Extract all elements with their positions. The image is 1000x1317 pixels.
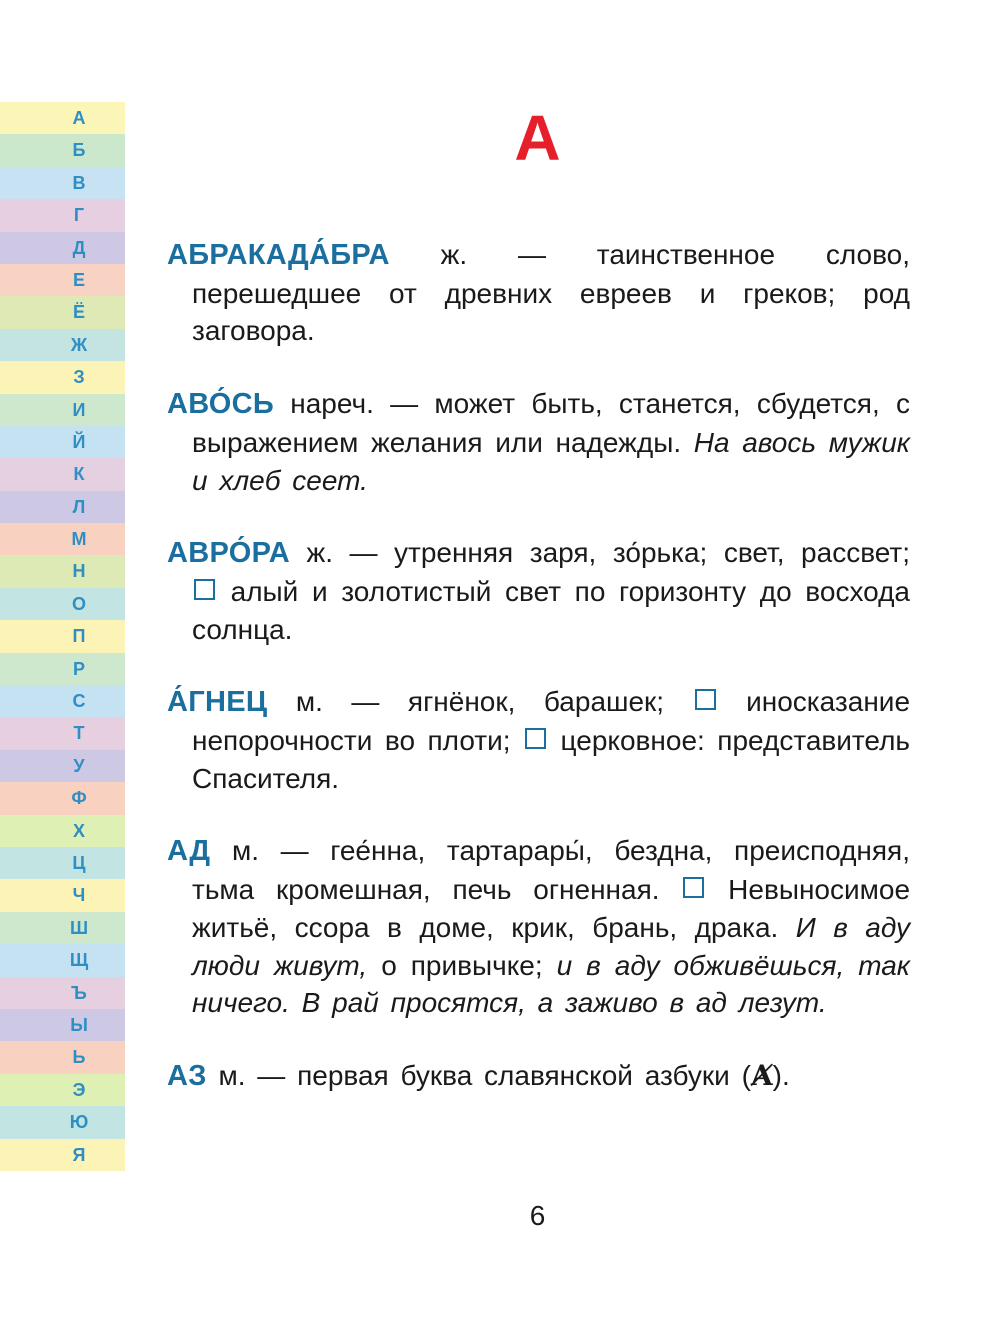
sense-marker-icon — [525, 728, 546, 749]
alphabet-tab[interactable]: Ж — [0, 329, 125, 361]
alphabet-tab[interactable]: П — [0, 620, 125, 652]
entry-az — [167, 1057, 910, 1096]
definition: ). — [772, 1059, 790, 1091]
alphabet-tab[interactable]: Щ — [0, 944, 125, 976]
section-letter: А — [514, 102, 561, 174]
alphabet-tab[interactable]: Т — [0, 717, 125, 749]
sense-marker-icon — [695, 689, 716, 710]
alphabet-tab[interactable]: Д — [0, 232, 125, 264]
alphabet-tab[interactable]: И — [0, 394, 125, 426]
alphabet-tab[interactable]: Ш — [0, 912, 125, 944]
entry-avrora — [167, 534, 910, 648]
headword: АД — [167, 835, 211, 868]
alphabet-tab[interactable]: В — [0, 167, 125, 199]
alphabet-tab[interactable]: Ъ — [0, 977, 125, 1009]
alphabet-tab[interactable]: Х — [0, 815, 125, 847]
sense-marker-icon — [683, 877, 704, 898]
definition: алый и золотистый свет по горизонту до восхода солнца. — [192, 575, 910, 645]
dictionary-entries — [167, 208, 910, 1131]
headword: АБРАКАДА́БРА — [167, 239, 390, 271]
entry-agnets — [167, 683, 910, 797]
old-slavonic-letter: Ⱥ — [750, 1058, 773, 1092]
definition: Невыносимое житьё, ссора в доме, крик, брань, драка. — [192, 874, 911, 943]
alphabet-tab[interactable]: Я — [0, 1139, 125, 1171]
alphabet-tab[interactable]: Ю — [0, 1106, 125, 1138]
example: И в аду люди живут, — [192, 911, 911, 981]
alphabet-index — [0, 102, 125, 1171]
headword: АВРО́РА — [167, 537, 290, 570]
headword: АЗ — [167, 1059, 207, 1092]
alphabet-tab[interactable]: Ё — [0, 296, 125, 328]
alphabet-tab[interactable]: Ч — [0, 879, 125, 911]
example: На авось мужик и хлеб сеет. — [192, 426, 910, 496]
sense-marker-icon — [194, 579, 215, 600]
headword: АВО́СЬ — [167, 388, 275, 421]
definition: нареч. — может быть, станется, сбудется, с выражением желания или надежды. — [192, 388, 910, 458]
headword: А́ГНЕЦ — [167, 686, 268, 719]
definition: иносказание непорочности во плоти; — [192, 686, 911, 757]
alphabet-tab[interactable]: Л — [0, 491, 125, 523]
alphabet-tab[interactable]: Б — [0, 134, 125, 166]
alphabet-tab[interactable]: Э — [0, 1074, 125, 1106]
alphabet-tab[interactable]: К — [0, 458, 125, 490]
alphabet-tab[interactable]: Ы — [0, 1009, 125, 1041]
definition: церковное: представитель Спасителя. — [192, 725, 910, 794]
alphabet-tab[interactable]: О — [0, 588, 125, 620]
example: и в аду обживёшься, так ничего. В рай просятся, а заживо в ад лезут. — [192, 949, 911, 1019]
alphabet-tab[interactable]: У — [0, 750, 125, 782]
entry-avos — [167, 385, 910, 499]
alphabet-tab[interactable]: Е — [0, 264, 125, 296]
alphabet-tab[interactable]: Й — [0, 426, 125, 458]
alphabet-tab[interactable]: А — [0, 102, 125, 134]
definition: о привычке; — [381, 949, 543, 981]
alphabet-tab[interactable]: Р — [0, 653, 125, 685]
alphabet-tab[interactable]: М — [0, 523, 125, 555]
alphabet-tab[interactable]: Н — [0, 555, 125, 587]
definition: м. — первая буква славянской азбуки ( — [218, 1059, 751, 1091]
page-number: 6 — [529, 1200, 546, 1231]
alphabet-tab[interactable]: С — [0, 685, 125, 717]
definition: ж. — утренняя заря, зо́рька; свет, рассвет; — [306, 537, 911, 569]
definition: ж. — таинственное слово, перешедшее от древних евреев и греков; род заговора. — [192, 239, 911, 347]
entry-ad — [167, 832, 910, 1022]
alphabet-tab[interactable]: Ц — [0, 847, 125, 879]
alphabet-tab[interactable]: Ь — [0, 1041, 125, 1073]
definition: м. — ягнёнок, барашек; — [295, 686, 665, 718]
entry-abrakadabra — [167, 236, 910, 350]
definition: м. — гее́нна, тартарары́, бездна, преисподняя, тьма кромешная, печь огненная. — [192, 835, 910, 906]
alphabet-tab[interactable]: Ф — [0, 782, 125, 814]
alphabet-tab[interactable]: З — [0, 361, 125, 393]
alphabet-tab[interactable]: Г — [0, 199, 125, 231]
